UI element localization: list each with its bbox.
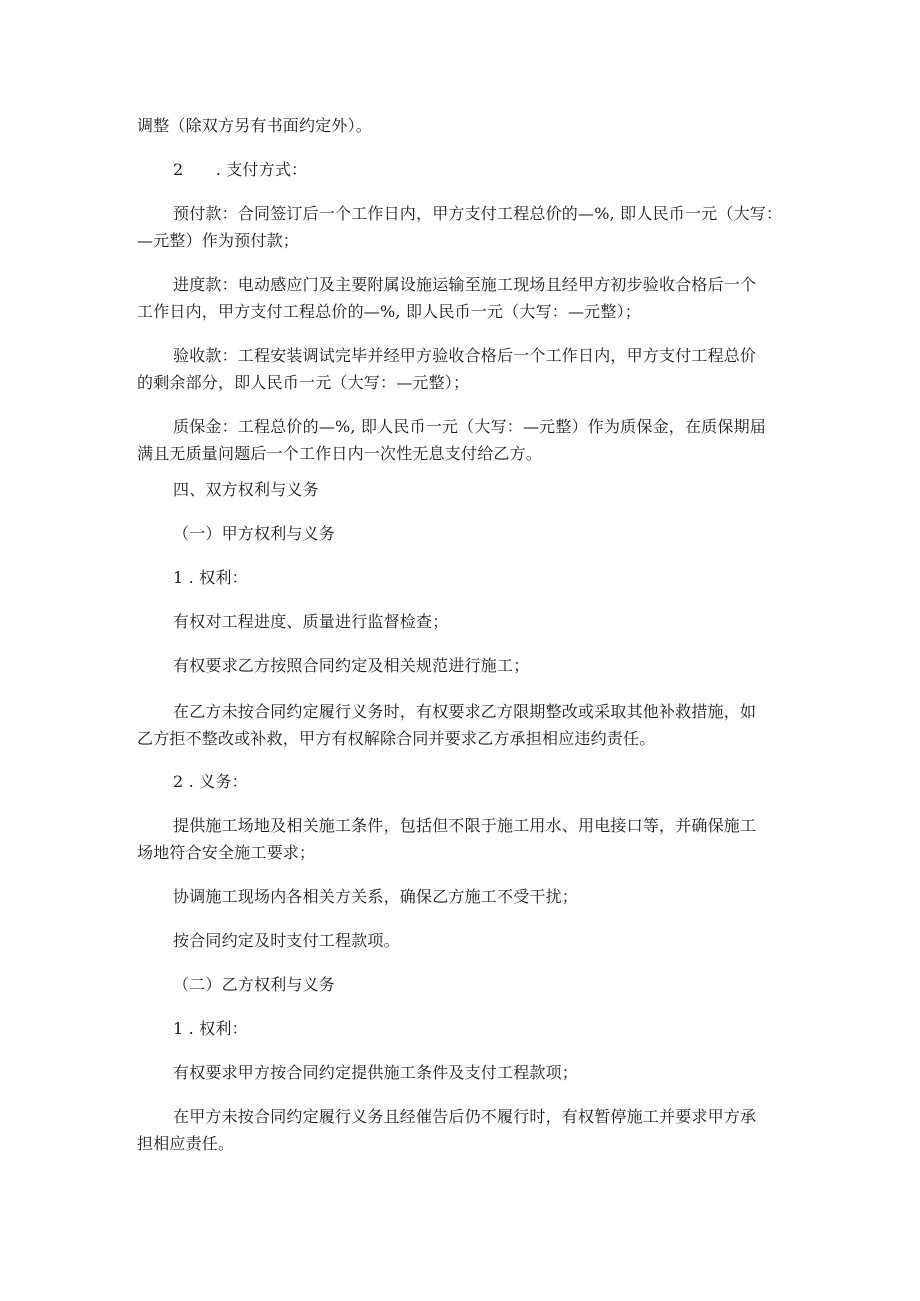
text-line: 工作日内，甲方支付工程总价的—%, 即人民币一元（大写：—元整）； <box>137 302 641 321</box>
text-line: —元整）作为预付款； <box>137 231 300 250</box>
text-line: 验收款：工程安装调试完毕并经甲方验收合格后一个工作日内，甲方支付工程总价 <box>173 346 757 365</box>
text-line: 的剩余部分，即人民币一元（大写：—元整）； <box>137 373 470 392</box>
text-line: 有权要求乙方按照合同约定及相关规范进行施工； <box>173 656 530 675</box>
text-line: 有权要求甲方按合同约定提供施工条件及支付工程款项； <box>173 1063 579 1082</box>
text-line: 有权对工程进度、质量进行监督检查； <box>173 612 449 631</box>
text-line: 协调施工现场内各相关方关系，确保乙方施工不受干扰； <box>173 887 579 906</box>
text-line: 乙方拒不整改或补救，甲方有权解除合同并要求乙方承担相应违约责任。 <box>137 729 656 748</box>
text-line: 担相应责任。 <box>137 1134 235 1153</box>
section-heading: 四、双方权利与义务 <box>173 480 319 499</box>
text-line: 按合同约定及时支付工程款项。 <box>173 931 400 950</box>
section-heading: 2 . 支付方式： <box>173 160 308 179</box>
text-line: 在甲方未按合同约定履行义务且经催告后仍不履行时，有权暂停施工并要求甲方承 <box>173 1107 757 1126</box>
text-line: 调整（除双方另有书面约定外）。 <box>137 116 373 135</box>
subsection-heading: （一）甲方权利与义务 <box>173 524 336 543</box>
item-heading: 1 . 权利： <box>173 568 248 587</box>
text-line: 质保金：工程总价的—%, 即人民币一元（大写：—元整）作为质保金，在质保期届 <box>173 417 766 436</box>
text-line: 提供施工场地及相关施工条件，包括但不限于施工用水、用电接口等，并确保施工 <box>173 816 757 835</box>
text-line: 场地符合安全施工要求； <box>137 843 316 862</box>
text-line: 在乙方未按合同约定履行义务时，有权要求乙方限期整改或采取其他补救措施，如 <box>173 702 757 721</box>
text-line: 满且无质量问题后一个工作日内一次性无息支付给乙方。 <box>137 444 543 463</box>
item-heading: 2 . 义务： <box>173 772 248 791</box>
text-line: 预付款：合同签订后一个工作日内，甲方支付工程总价的—%, 即人民币一元（大写： <box>173 204 783 223</box>
item-heading: 1 . 权利： <box>173 1019 248 1038</box>
text-line: 进度款：电动感应门及主要附属设施运输至施工现场且经甲方初步验收合格后一个 <box>173 275 757 294</box>
subsection-heading: （二）乙方权利与义务 <box>173 975 336 994</box>
